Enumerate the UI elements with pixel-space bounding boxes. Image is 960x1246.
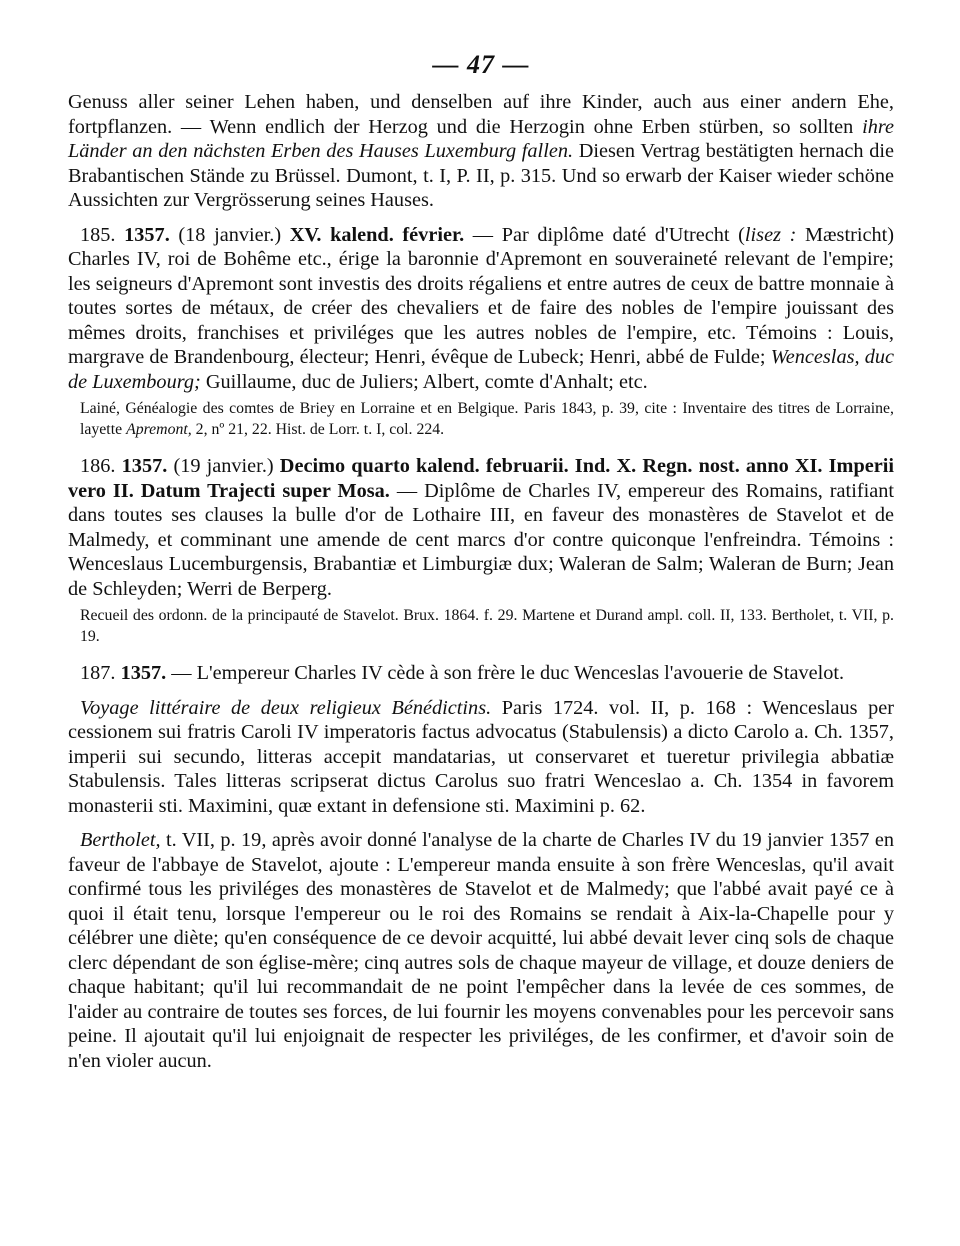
- footnote-186: [68, 605, 894, 647]
- text-segment: Genuss aller seiner Lehen haben, und denselben auf ihre Kinder, auch aus einer andern Ehe, fortpflanzen. — Wenn endlich der Herzog und die Herzogin ohne Erben stürben, so sollten: [68, 91, 894, 138]
- text-segment: t. VII, p. 19, après avoir donné l'analyse de la charte de Charles IV du 19 janvier 1357 en faveur de l'abbaye de Stavelot, ajoute : L'empereur manda ensuite à son frère Wenceslas, qu'il avait confirmé tous les priviléges des monastères de Stavelot et de Malmedy; que l'abbé avait payé ce à quoi il était tenu, lorsque l'empereur ou le roi des Romains se rendait à Aix-la-Chapelle pour y célébrer une diète; qu'en conséquence de ce devoir acquitté, lui abbé devait lever cinq sols de chaque clerc dépendant de son église-mère; cinq autres sols de chaque mayeur de village, et douze deniers de chaque habitant; qu'il lui recommandait de ne point l'empêcher dans la levée de ces sommes, de l'aider au contraire de toutes ses forces, de lui fournir les moyens convenables pour les percevoir sans peine. Il ajoutait qu'il lui enjoignait de respecter les priviléges, de les confirmer, et d'avoir soin de n'en violer aucun.: [68, 829, 894, 1072]
- text-segment: — Par diplôme daté d'Utrecht (: [464, 223, 745, 246]
- text-segment: Voyage littéraire de deux religieux Bénédictins.: [80, 696, 492, 719]
- paragraph-voyage: [68, 696, 894, 819]
- text-segment: Guillaume, duc de Juliers; Albert, comte d'Anhalt; etc.: [200, 370, 648, 393]
- text-segment: 1357.: [121, 455, 168, 477]
- text-segment: 187.: [80, 662, 121, 684]
- paragraph-bertholet: [68, 828, 894, 1073]
- text-segment: Recueil des ordonn. de la principauté de Stavelot. Brux. 1864. f. 29. Martene et Durand ampl. coll. II, 133. Bertholet, t. VII, p. 19.: [80, 607, 894, 645]
- text-segment: Lainé, Généalogie des comtes de Briey en Lorraine et en Belgique. Paris 1843, p. 39, cite : Inventaire des titres de Lorraine, layette: [80, 400, 894, 438]
- text-segment: Decimo quarto kalend. februarii. Ind. X. Regn. nost. anno XI. Imperii vero II. Datum Trajecti super Mosa.: [68, 455, 894, 502]
- text-segment: (19 janvier.): [167, 455, 280, 477]
- text-segment: Mæstricht) Charles IV, roi de Bohême etc., érige la baronnie d'Apremont en souveraineté relevant de l'empire; les seigneurs d'Apremont sont investis des droits régaliens et entre autres de ceux de battre monnaie à toutes sortes de métaux, de créer des chevaliers et de faire des nobles de l'empire jouissant des mêmes droits, franchises et priviléges que les autres nobles de l'empire, etc. Témoins : Louis, margrave de Brandenbourg, électeur; Henri, évêque de Lubeck; Henri, abbé de Fulde;: [68, 223, 894, 368]
- footnote-185: [68, 398, 894, 440]
- text-segment: lisez :: [744, 223, 797, 246]
- entry-186: [68, 454, 894, 601]
- text-segment: (18 janvier.): [169, 223, 290, 246]
- text-segment: Bertholet,: [80, 829, 161, 851]
- paragraph-intro: [68, 90, 894, 213]
- text-segment: — L'empereur Charles IV cède à son frère le duc Wenceslas l'avouerie de Stavelot.: [166, 662, 845, 684]
- entry-187: [68, 661, 894, 686]
- page-number: — 47 —: [432, 50, 530, 79]
- spacer: [68, 213, 894, 223]
- text-segment: Wenceslas, duc de Luxembourg;: [68, 346, 894, 393]
- text-segment: XV. kalend. février.: [289, 223, 465, 246]
- text-segment: 1357.: [120, 662, 167, 684]
- spacer: [68, 440, 894, 454]
- text-segment: 2, nº 21, 22. Hist. de Lorr. t. I, col. 224.: [191, 421, 445, 438]
- entry-185: [68, 223, 894, 395]
- text-segment: 185.: [80, 223, 125, 246]
- text-segment: Diesen Vertrag bestätigten hernach die Brabantischen Stände zu Brüssel. Dumont, t. I, P. II, p. 315. Und so erwarb der Kaiser wieder schöne Aussichten zur Vergrösserung seines Hauses.: [68, 140, 894, 211]
- spacer: [68, 686, 894, 696]
- spacer: [68, 818, 894, 828]
- spacer: [68, 647, 894, 661]
- text-segment: Apremont,: [126, 421, 192, 438]
- text-segment: 186.: [80, 455, 122, 477]
- text-segment: ihre Länder an den nächsten Erben des Hauses Luxemburg fallen.: [68, 115, 894, 162]
- text-segment: 1357.: [124, 223, 170, 246]
- text-segment: — Diplôme de Charles IV, empereur des Romains, ratifiant dans toutes ses clauses la bulle d'or de Lothaire III, en faveur des monastères de Stavelot et de Malmedy, et comminant une amende de cent marcs d'or contre quiconque l'enfreindra. Témoins : Wenceslaus Lucemburgensis, Brabantiæ et Limburgiæ dux; Waleran de Salm; Waleran de Burn; Jean de Schleyden; Werri de Berperg.: [68, 479, 894, 600]
- text-segment: Paris 1724. vol. II, p. 168 : Wenceslaus per cessionem sui fratris Caroli IV imperatoris factus advocatus (Stabulensis) a dicto Carolo a. Ch. 1357, imperii sui secundo, litteras accepit mandatarias, ut conservaret et tueretur privilegia abbatiæ Stabulensis. Tales litteras scripserat dictus Carolus suo fratri Wenceslao a. Ch. 1354 in favorem monasterii sti. Maximini, quæ extant in defensione sti. Maximini p. 62.: [68, 696, 894, 817]
